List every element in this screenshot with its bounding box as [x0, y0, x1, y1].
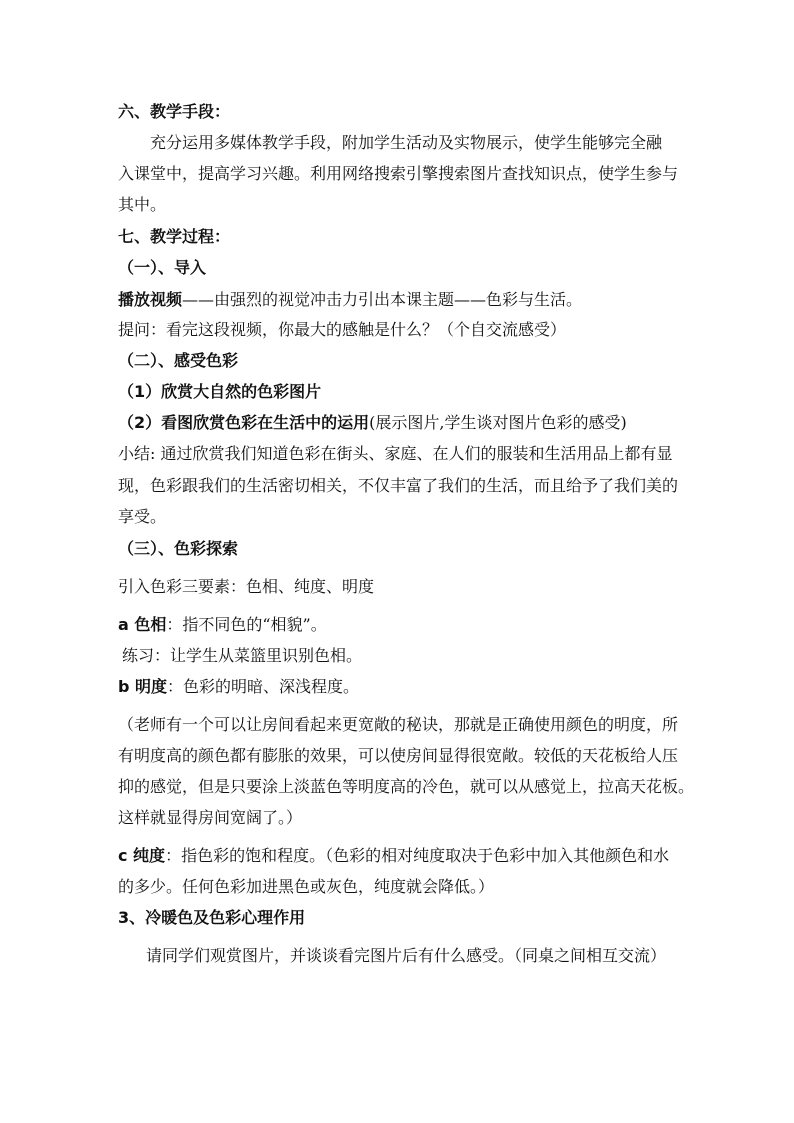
note-line2: 有明度高的颜色都有膨胀的效果，可以使房间显得很宽敞。较低的天花板给人压 [118, 746, 679, 765]
item2-label: （2）看图欣赏色彩在生活中的运用 [118, 413, 370, 432]
note-line3: 抑的感觉，但是只要涂上淡蓝色等明度高的冷色，就可以从感觉上，拉高天花板。 [118, 777, 695, 796]
video-label: 播放视频 [118, 290, 183, 309]
video-text: ——由强烈的视觉冲击力引出本课主题——色彩与生活。 [182, 290, 583, 309]
part1-heading: （一）、导入 [118, 258, 207, 277]
part1-question: 提问：看完这段视频，你最大的感触是什么？（个自交流感受） [118, 320, 567, 339]
saturation-label: c 纯度 [118, 846, 166, 865]
saturation-line2: 的多少。任何色彩加进黑色或灰色，纯度就会降低。） [118, 877, 495, 896]
value-text: ：色彩的明暗、深浅程度。 [167, 677, 360, 696]
section6-heading: 六、教学手段： [118, 102, 231, 121]
value-line [118, 676, 359, 698]
section6-para-line2: 入课堂中，提高学习兴趣。利用网络搜索引擎搜索图片查找知识点，使学生参与 [118, 164, 679, 183]
part4-heading: 3、冷暖色及色彩心理作用 [118, 908, 306, 927]
part1-video-line [118, 289, 582, 311]
hue-label: a 色相 [118, 615, 167, 634]
part3-intro: 引入色彩三要素：色相、纯度、明度 [118, 577, 375, 596]
section6-para-line1: 充分运用多媒体教学手段，附加学生活动及实物展示，使学生能够完全融 [150, 133, 663, 152]
hue-line [118, 614, 327, 636]
note-line1: （老师有一个可以让房间看起来更宽敞的秘诀，那就是正确使用颜色的明度，所 [118, 715, 679, 734]
part2-item2 [118, 412, 627, 434]
note-line4: 这样就显得房间宽阔了。） [118, 808, 303, 827]
section7-heading: 七、教学过程： [118, 227, 231, 246]
summary-line2: 现，色彩跟我们的生活密切相关，不仅丰富了我们的生活，而且给予了我们美的 [118, 476, 679, 495]
part2-heading: （二）、感受色彩 [118, 351, 239, 370]
part4-text: 请同学们观赏图片，并谈谈看完图片后有什么感受。（同桌之间相互交流） [146, 946, 667, 965]
section6-para-line3: 其中。 [118, 195, 167, 214]
hue-text: ：指不同色的“相貌”。 [166, 615, 327, 634]
saturation-line [118, 845, 669, 867]
exercise-line: 练习：让学生从菜篮里识别色相。 [122, 646, 363, 665]
part3-heading: （三）、色彩探索 [118, 539, 239, 558]
summary-line3: 享受。 [118, 507, 167, 526]
summary-line1: 小结: 通过欣赏我们知道色彩在街头、家庭、在人们的服装和生活用品上都有显 [118, 444, 673, 463]
part2-item1: （1）欣赏大自然的色彩图片 [118, 382, 322, 401]
saturation-text: ：指色彩的饱和程度。（色彩的相对纯度取决于色彩中加入其他颜色和水 [165, 846, 670, 865]
item2-text: (展示图片,学生谈对图片色彩的感受) [369, 413, 627, 432]
value-label: b 明度 [118, 677, 168, 696]
